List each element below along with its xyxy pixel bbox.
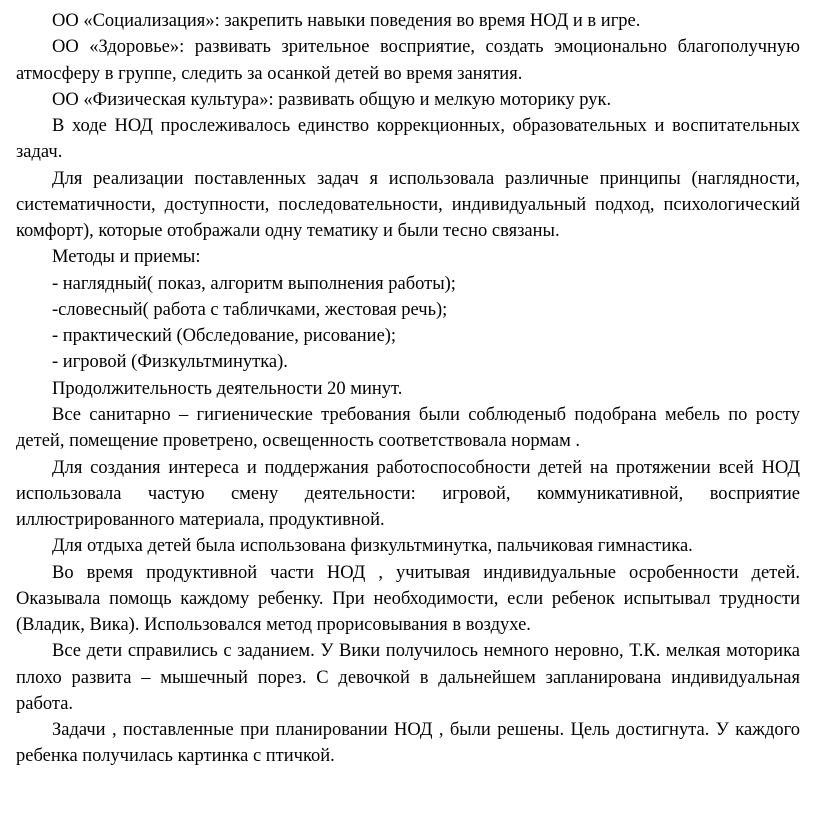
paragraph: - практический (Обследование, рисование); [52, 326, 397, 347]
paragraph: Для создания интереса и поддержания работоспособности детей на протяжении всей НОД использовала частую смену деятельности: игровой, коммуникативной, восприятие иллюстрированного материала, продуктивной. [16, 457, 800, 531]
paragraph: Продолжительность деятельности 20 минут. [52, 378, 403, 399]
paragraph: Все дети справились с заданием. У Вики получилось немного неровно, Т.К. мелкая моторика плохо развита – мышечный порез. С девочкой в дальнейшем запланирована индивидуальная работа. [16, 641, 800, 714]
paragraph: ОО «Физическая культура»: развивать общую и мелкую моторику рук. [52, 89, 612, 110]
paragraph: Все санитарно – гигиенические требования были соблюденыб подобрана мебель по росту детей, помещение проветрено, освещенность соответствовала нормам . [16, 404, 800, 452]
document-body [16, 8, 800, 770]
paragraph: Для реализации поставленных задач я использовала различные принципы (наглядности, систематичности, доступности, последовательности, индивидуальный подход, психологический комфорт), которые отображали одну тематику и были тесно связаны. [16, 168, 800, 242]
paragraph: -словесный( работа с табличками, жестовая речь); [52, 299, 448, 320]
paragraph: - наглядный( показ, алгоритм выполнения работы); [52, 273, 456, 294]
paragraph: - игровой (Физкультминутка). [52, 352, 288, 373]
paragraph: В ходе НОД прослеживалось единство коррекционных, образовательных и воспитательных задач. [16, 116, 800, 163]
paragraph: Методы и приемы: [52, 247, 201, 268]
paragraph: Задачи , поставленные при планировании НОД , были решены. Цель достигнута. У каждого ребенка получилась картинка с птичкой. [16, 720, 800, 767]
paragraph: ОО «Здоровье»: развивать зрительное восприятие, создать эмоционально благополучную атмосферу в группе, следить за осанкой детей во время занятия. [16, 37, 800, 84]
paragraph: Для отдыха детей была использована физкультминутка, пальчиковая гимнастика. [52, 536, 693, 557]
paragraph: ОО «Социализация»: закрепить навыки поведения во время НОД и в игре. [52, 11, 641, 31]
paragraph: Во время продуктивной части НОД , учитывая индивидуальные осробенности детей. Оказывала помощь каждому ребенку. При необходимости, если ребенок испытывал трудности (Владик, Вика). Использовался метод прорисовывания в воздухе. [16, 562, 800, 636]
